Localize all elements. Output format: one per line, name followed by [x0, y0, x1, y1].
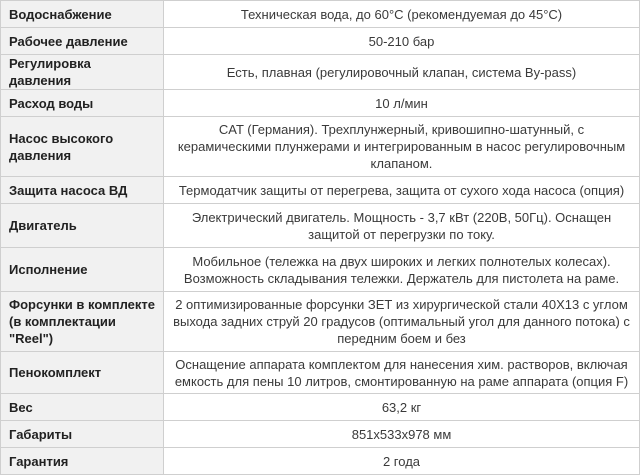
row-label: Пенокомплект [1, 352, 164, 394]
table-row [1, 352, 640, 394]
table-row [1, 117, 640, 177]
row-label: Вес [1, 394, 164, 421]
table-row [1, 292, 640, 352]
row-label: Гарантия [1, 448, 164, 475]
row-label: Водоснабжение [1, 1, 164, 28]
row-value: Термодатчик защиты от перегрева, защита от сухого хода насоса (опция) [164, 177, 640, 204]
row-value: Электрический двигатель. Мощность - 3,7 кВт (220В, 50Гц). Оснащен защитой от перегрузки по току. [164, 204, 640, 248]
row-label: Рабочее давление [1, 28, 164, 55]
table-row [1, 421, 640, 448]
row-value: 2 оптимизированные форсунки ЗЕТ из хирургической стали 40Х13 с углом выхода задних струй 20 градусов (оптимальный угол для данного потока) с передним боем и без [164, 292, 640, 352]
row-value: Мобильное (тележка на двух широких и легких полнотелых колесах). Возможность складывания тележки. Держатель для пистолета на раме. [164, 248, 640, 292]
table-row [1, 177, 640, 204]
row-label: Исполнение [1, 248, 164, 292]
row-label: Расход воды [1, 90, 164, 117]
row-label: Форсунки в комплекте (в комплектации "Reel") [1, 292, 164, 352]
row-label: Двигатель [1, 204, 164, 248]
row-value: CAT (Германия). Трехплунжерный, кривошипно-шатунный, с керамическими плунжерами и интегрированным в насос регулировочным клапаном. [164, 117, 640, 177]
row-value: 10 л/мин [164, 90, 640, 117]
row-value: 851х533х978 мм [164, 421, 640, 448]
row-label: Регулировка давления [1, 55, 164, 90]
table-row [1, 204, 640, 248]
table-row [1, 28, 640, 55]
row-value: 2 года [164, 448, 640, 475]
table-row [1, 90, 640, 117]
row-label: Защита насоса ВД [1, 177, 164, 204]
table-row [1, 394, 640, 421]
row-value: 50-210 бар [164, 28, 640, 55]
row-value: Оснащение аппарата комплектом для нанесения хим. растворов, включая емкость для пены 10 литров, смонтированную на раме аппарата (опция F) [164, 352, 640, 394]
table-row [1, 55, 640, 90]
table-row [1, 1, 640, 28]
row-label: Насос высокого давления [1, 117, 164, 177]
row-value: Техническая вода, до 60°С (рекомендуемая до 45°С) [164, 1, 640, 28]
row-value: Есть, плавная (регулировочный клапан, система By-pass) [164, 55, 640, 90]
table-row [1, 448, 640, 475]
table-row [1, 248, 640, 292]
row-value: 63,2 кг [164, 394, 640, 421]
row-label: Габариты [1, 421, 164, 448]
